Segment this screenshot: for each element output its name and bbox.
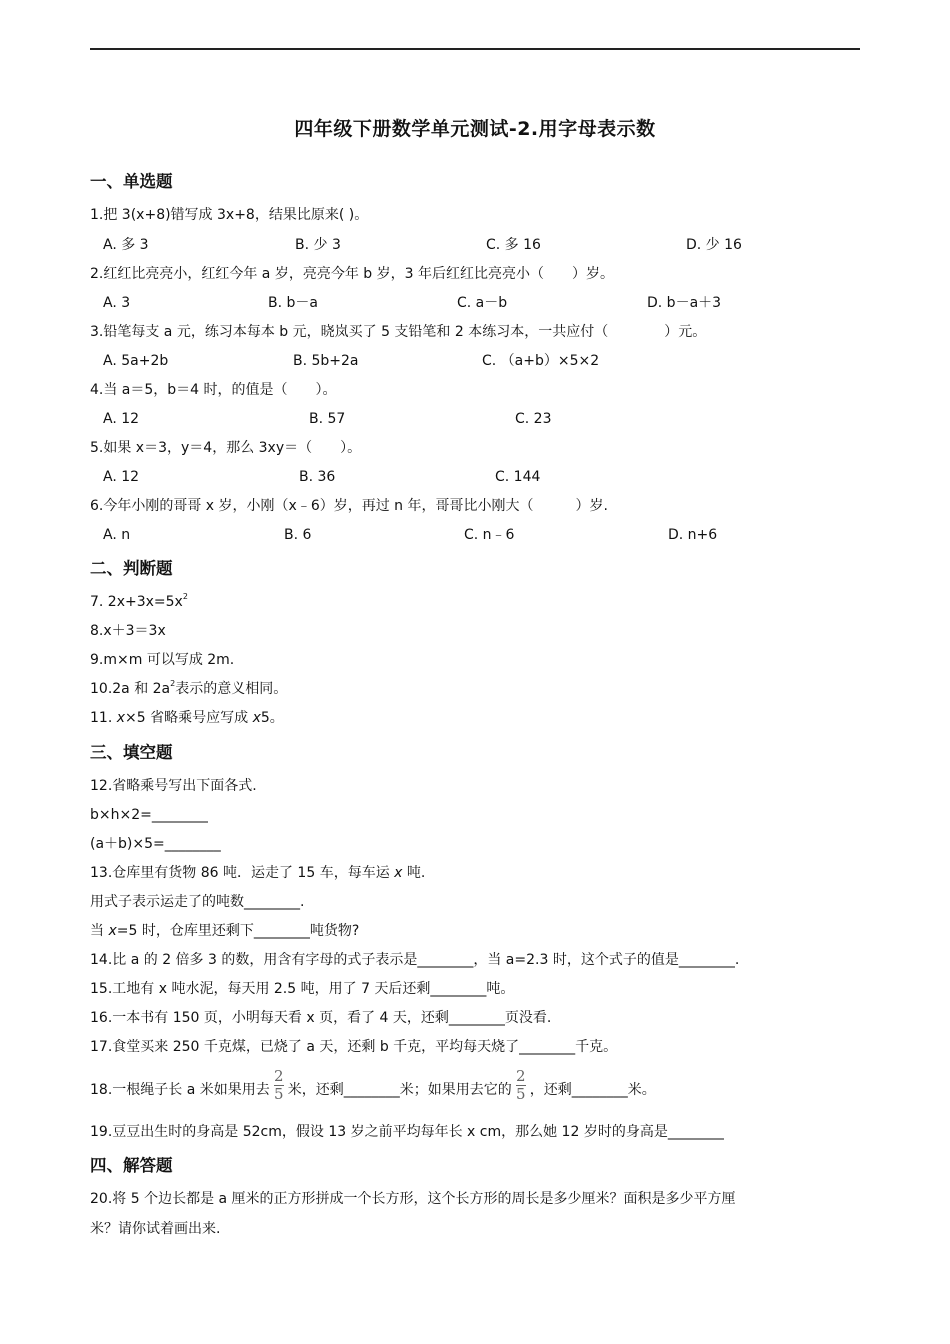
question-18-part-3: ，还剩________米。 (529, 1082, 656, 1098)
question-11 (90, 708, 284, 728)
question-11-var: x (116, 710, 126, 726)
question-4: 4.当 a＝5，b＝4 时，的值是（ ）。 (90, 382, 337, 398)
question-7-exponent: 2 (182, 592, 188, 601)
question-18 (90, 1066, 656, 1110)
question-2: 2.红红比亮亮小，红红今年 a 岁，亮亮今年 b 岁，3 年后红红比亮亮小（ ）岁。 (90, 266, 614, 282)
question-10-pre: 10.2a 和 2a (90, 681, 171, 697)
question-10-exponent: 2 (170, 679, 176, 688)
q5-option-c: C. 144 (495, 469, 541, 485)
question-7 (90, 592, 188, 612)
q5-option-a: A. 12 (103, 469, 140, 485)
question-7-text: 7. 2x+3x=5x (90, 594, 183, 610)
q6-option-c: C. n﹣6 (464, 527, 515, 543)
question-13-post: 吨. (402, 865, 426, 881)
question-9: 9.m×m 可以写成 2m. (90, 652, 235, 668)
q1-option-a: A. 多 3 (103, 237, 149, 253)
question-13-line-2-pre: 当 (90, 923, 109, 939)
section-heading-true-false: 二、判断题 (90, 559, 173, 578)
question-17: 17.食堂买来 250 千克煤，已烧了 a 天，还剩 b 千克，平均每天烧了________千克。 (90, 1039, 618, 1055)
q2-option-c: C. a－b (457, 295, 508, 311)
question-12-line-1: b×h×2=________ (90, 807, 208, 823)
question-10-post: 表示的意义相同。 (175, 681, 288, 697)
fraction-numerator: 2 (515, 1066, 526, 1085)
question-13 (90, 863, 425, 883)
q4-option-c: C. 23 (515, 411, 552, 427)
q3-option-a: A. 5a+2b (103, 353, 169, 369)
question-3: 3.铅笔每支 a 元，练习本每本 b 元，晓岚买了 5 支铅笔和 2 本练习本，一共应付（ ）元。 (90, 324, 707, 340)
question-18-part-1: 18.一根绳子长 a 米如果用去 (90, 1082, 270, 1098)
question-13-var: x (394, 865, 403, 881)
question-11-post: 5。 (260, 710, 284, 726)
q3-option-b: B. 5b+2a (293, 353, 359, 369)
q4-option-a: A. 12 (103, 411, 140, 427)
section-heading-fill-blank: 三、填空题 (90, 743, 173, 762)
q6-option-a: A. n (103, 527, 131, 543)
fraction-two-fifths-2 (515, 1066, 526, 1103)
question-5: 5.如果 x＝3，y＝4，那么 3xy＝（ ）。 (90, 440, 362, 456)
question-13-pre: 13.仓库里有货物 86 吨．运走了 15 车，每车运 (90, 865, 395, 881)
q4-option-b: B. 57 (309, 411, 346, 427)
fraction-denominator: 5 (273, 1084, 284, 1103)
fraction-denominator: 5 (515, 1084, 526, 1103)
q1-option-c: C. 多 16 (486, 237, 541, 253)
q5-option-b: B. 36 (299, 469, 336, 485)
q2-option-a: A. 3 (103, 295, 131, 311)
question-10 (90, 679, 287, 699)
question-13-line-1: 用式子表示运走了的吨数________. (90, 894, 305, 910)
question-14: 14.比 a 的 2 倍多 3 的数，用含有字母的式子表示是________，当 a=2.3 时，这个式子的值是________. (90, 952, 740, 968)
fraction-two-fifths (273, 1066, 284, 1103)
question-11-number: 11. (90, 710, 117, 726)
q1-option-d: D. 少 16 (686, 237, 742, 253)
question-8: 8.x＋3＝3x (90, 623, 166, 639)
question-18-part-2: 米，还剩________米；如果用去它的 (287, 1082, 512, 1098)
question-13-line-2 (90, 921, 359, 941)
q2-option-b: B. b－a (268, 295, 318, 311)
section-heading-single-choice: 一、单选题 (90, 172, 173, 191)
question-12-line-2: (a＋b)×5=________ (90, 836, 221, 852)
question-1: 1.把 3(x+8)错写成 3x+8，结果比原来( )。 (90, 207, 369, 223)
question-11-var2: x (252, 710, 261, 726)
page-title: 四年级下册数学单元测试-2.用字母表示数 (294, 118, 656, 140)
question-11-mid: ×5 省略乘号应写成 (125, 710, 253, 726)
question-19: 19.豆豆出生时的身高是 52cm，假设 13 岁之前平均每年长 x cm，那么她 12 岁时的身高是________ (90, 1124, 724, 1140)
q3-option-c: C. （a+b）×5×2 (482, 353, 600, 369)
question-15: 15.工地有 x 吨水泥，每天用 2.5 吨，用了 7 天后还剩________吨。 (90, 981, 515, 997)
fraction-numerator: 2 (273, 1066, 284, 1085)
q6-option-d: D. n+6 (668, 527, 718, 543)
question-20-line-2: 米？请你试着画出来. (90, 1221, 221, 1237)
question-13-line-2-var: x (108, 923, 117, 939)
section-heading-answer: 四、解答题 (90, 1156, 173, 1175)
q2-option-d: D. b－a＋3 (647, 295, 722, 311)
question-16: 16.一本书有 150 页，小明每天看 x 页，看了 4 天，还剩________页没看. (90, 1010, 552, 1026)
q1-option-b: B. 少 3 (295, 237, 341, 253)
question-6: 6.今年小刚的哥哥 x 岁，小刚（x﹣6）岁，再过 n 年，哥哥比小刚大（ ）岁. (90, 498, 608, 514)
header-rule (90, 48, 860, 50)
q6-option-b: B. 6 (284, 527, 312, 543)
question-20-line-1: 20.将 5 个边长都是 a 厘米的正方形拼成一个长方形，这个长方形的周长是多少厘米？面积是多少平方厘 (90, 1191, 736, 1207)
question-12: 12.省略乘号写出下面各式. (90, 778, 257, 794)
question-13-line-2-post: =5 时，仓库里还剩下________吨货物? (116, 923, 360, 939)
